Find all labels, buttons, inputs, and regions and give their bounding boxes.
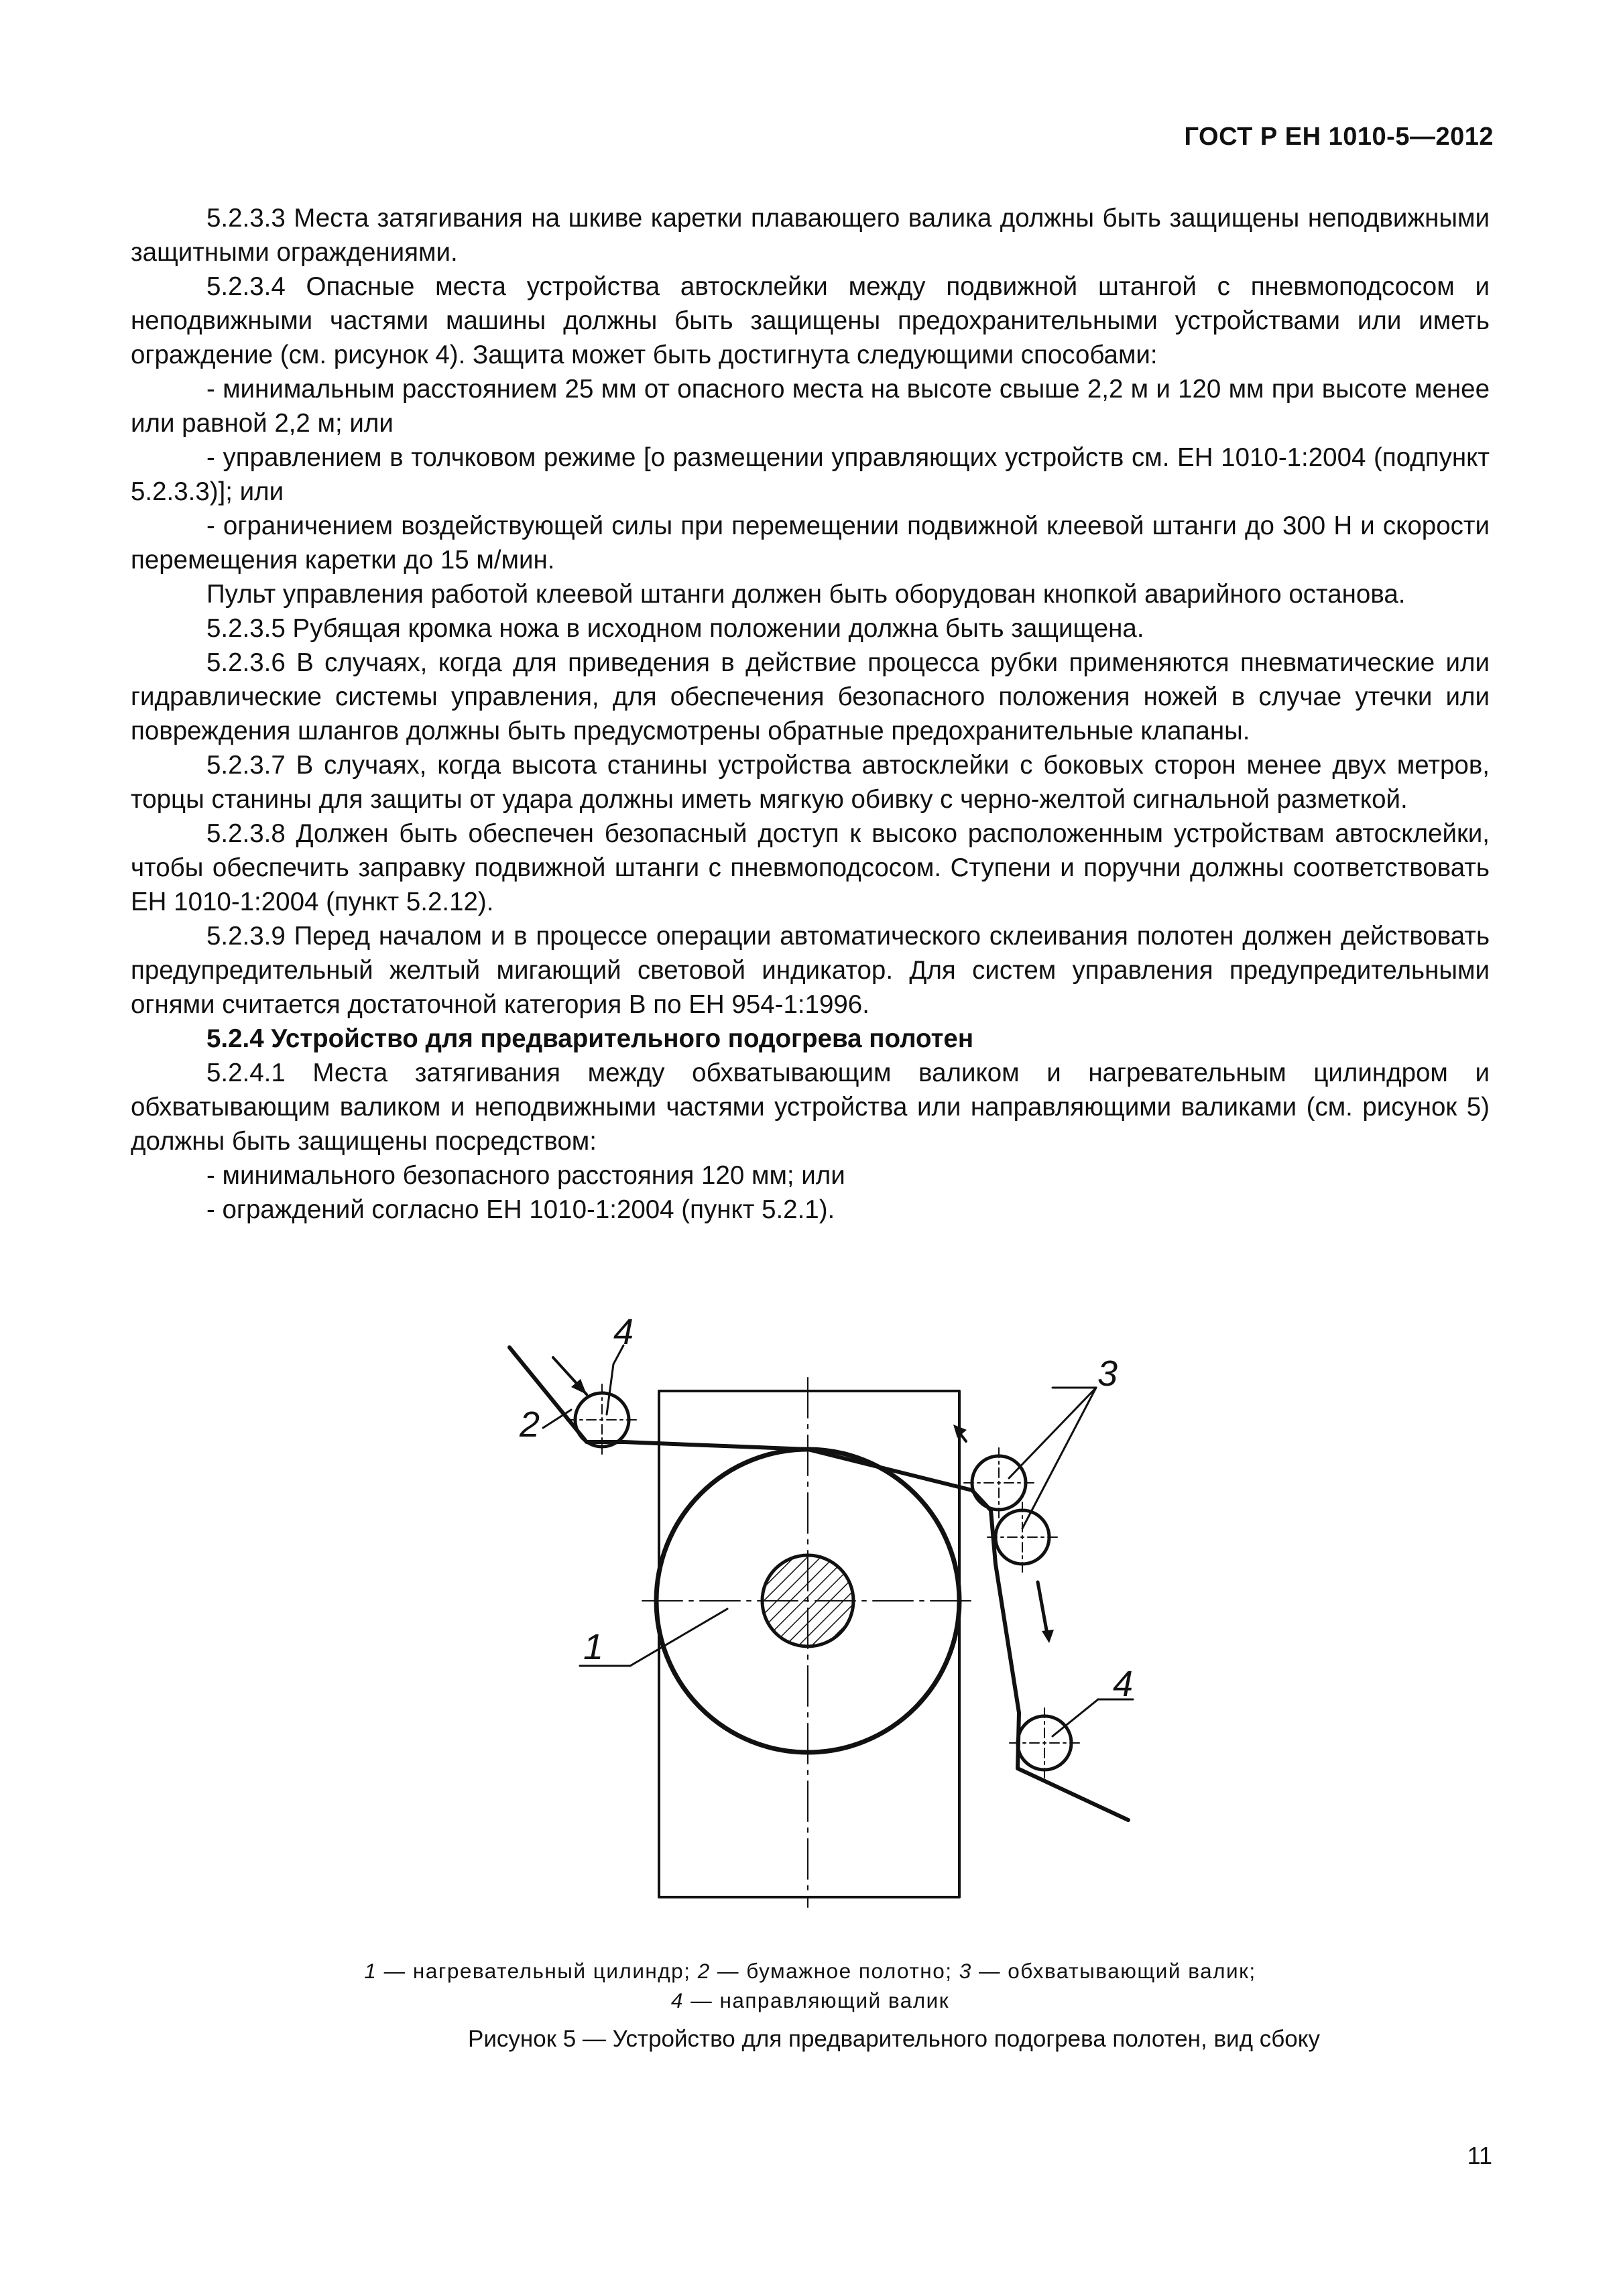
paragraph-5-2-4-1: 5.2.4.1 Места затягивания между обхватывающим валиком и нагревательным цилиндром и обхватывающим валиком и неподвижными частями устройства или направляющими валиками (см. рисунок 5) должны быть защищены посредством: <box>131 1059 1490 1156</box>
paragraph-5-2-3-8: 5.2.3.8 Должен быть обеспечен безопасный доступ к высоко расположенным устройствам автосклейки, чтобы обеспечить заправку подвижной штанги с пневмоподсосом. Ступени и поручни должны соответствовать ЕН 1010-1:2004 (пункт 5.2.12). <box>131 819 1490 916</box>
document-header: ГОСТ Р ЕН 1010-5—2012 <box>1184 123 1494 151</box>
label-4-bottom: 4 <box>1113 1664 1134 1704</box>
figure-5-diagram <box>469 1311 1166 1914</box>
label-4-top: 4 <box>613 1312 634 1352</box>
legend-text-1: — нагревательный цилиндр; <box>377 1959 698 1983</box>
list-item-distance: - минимальным расстоянием 25 мм от опасного места на высоте свыше 2,2 м и 120 мм при высоте менее или равной 2,2 м; или <box>131 375 1490 438</box>
legend-num-2: 2 <box>697 1959 711 1983</box>
legend-num-4: 4 <box>670 1988 684 2012</box>
list-item-safe-distance: - минимального безопасного расстояния 120 мм; или <box>206 1161 845 1190</box>
paragraph-5-2-3-5: 5.2.3.5 Рубящая кромка ножа в исходном положении должна быть защищена. <box>206 614 1144 643</box>
body-text <box>131 201 1490 1227</box>
legend-num-1: 1 <box>364 1959 377 1983</box>
list-item-guards: - ограждений согласно ЕН 1010-1:2004 (пункт 5.2.1). <box>206 1195 835 1224</box>
page-number: 11 <box>1467 2142 1492 2169</box>
legend-line-1 <box>131 1956 1490 1986</box>
label-3: 3 <box>1097 1353 1118 1394</box>
legend-text-2: — бумажное полотно; <box>710 1959 959 1983</box>
label-2: 2 <box>520 1404 540 1445</box>
paragraph-control-panel: Пульт управления работой клеевой штанги должен быть оборудован кнопкой аварийного останова. <box>206 580 1406 609</box>
legend-num-3: 3 <box>959 1959 972 1983</box>
figure-legend <box>131 1956 1490 2015</box>
paragraph-5-2-3-3: 5.2.3.3 Места затягивания на шкиве каретки плавающего валика должны быть защищены неподвижными защитными ограждениями. <box>131 204 1490 267</box>
label-1: 1 <box>583 1627 604 1667</box>
legend-text-3: — обхватывающий валик; <box>971 1959 1256 1983</box>
paragraph-5-2-3-7: 5.2.3.7 В случаях, когда высота станины устройства автосклейки с боковых сторон менее двух метров, торцы станины для защиты от удара должны иметь мягкую обивку с черно-желтой сигнальной разметкой. <box>131 751 1490 814</box>
preheater-drawing <box>469 1311 1166 1914</box>
list-item-force-limit: - ограничением воздействующей силы при перемещении подвижной клеевой штанги до 300 Н и скорости перемещения каретки до 15 м/мин. <box>131 511 1490 575</box>
figure-caption: Рисунок 5 — Устройство для предварительного подогрева полотен, вид сбоку <box>468 2026 1320 2052</box>
legend-line-2 <box>131 1986 1490 2015</box>
paragraph-5-2-3-4: 5.2.3.4 Опасные места устройства автосклейки между подвижной штангой с пневмоподсосом и неподвижными частями машины должны быть защищены предохранительными устройствами или иметь ограждение (см. рисунок 4). Защита может быть достигнута следующими способами: <box>131 272 1490 369</box>
legend-text-4: — направляющий валик <box>683 1988 950 2012</box>
list-item-jog-mode: - управлением в толчковом режиме [о размещении управляющих устройств см. ЕН 1010-1:2004 (подпункт 5.2.3.3)]; или <box>131 443 1490 506</box>
paragraph-5-2-3-6: 5.2.3.6 В случаях, когда для приведения в действие процесса рубки применяются пневматические или гидравлические системы управления, для обеспечения безопасного положения ножей в случае утечки или повреждения шлангов должны быть предусмотрены обратные предохранительные клапаны. <box>131 648 1490 745</box>
paragraph-5-2-3-9: 5.2.3.9 Перед началом и в процессе операции автоматического склеивания полотен должен действовать предупредительный желтый мигающий световой индикатор. Для систем управления предупредительными огнями считается достаточной категория В по ЕН 954-1:1996. <box>131 922 1490 1019</box>
section-heading-5-2-4: 5.2.4 Устройство для предварительного подогрева полотен <box>206 1024 974 1053</box>
